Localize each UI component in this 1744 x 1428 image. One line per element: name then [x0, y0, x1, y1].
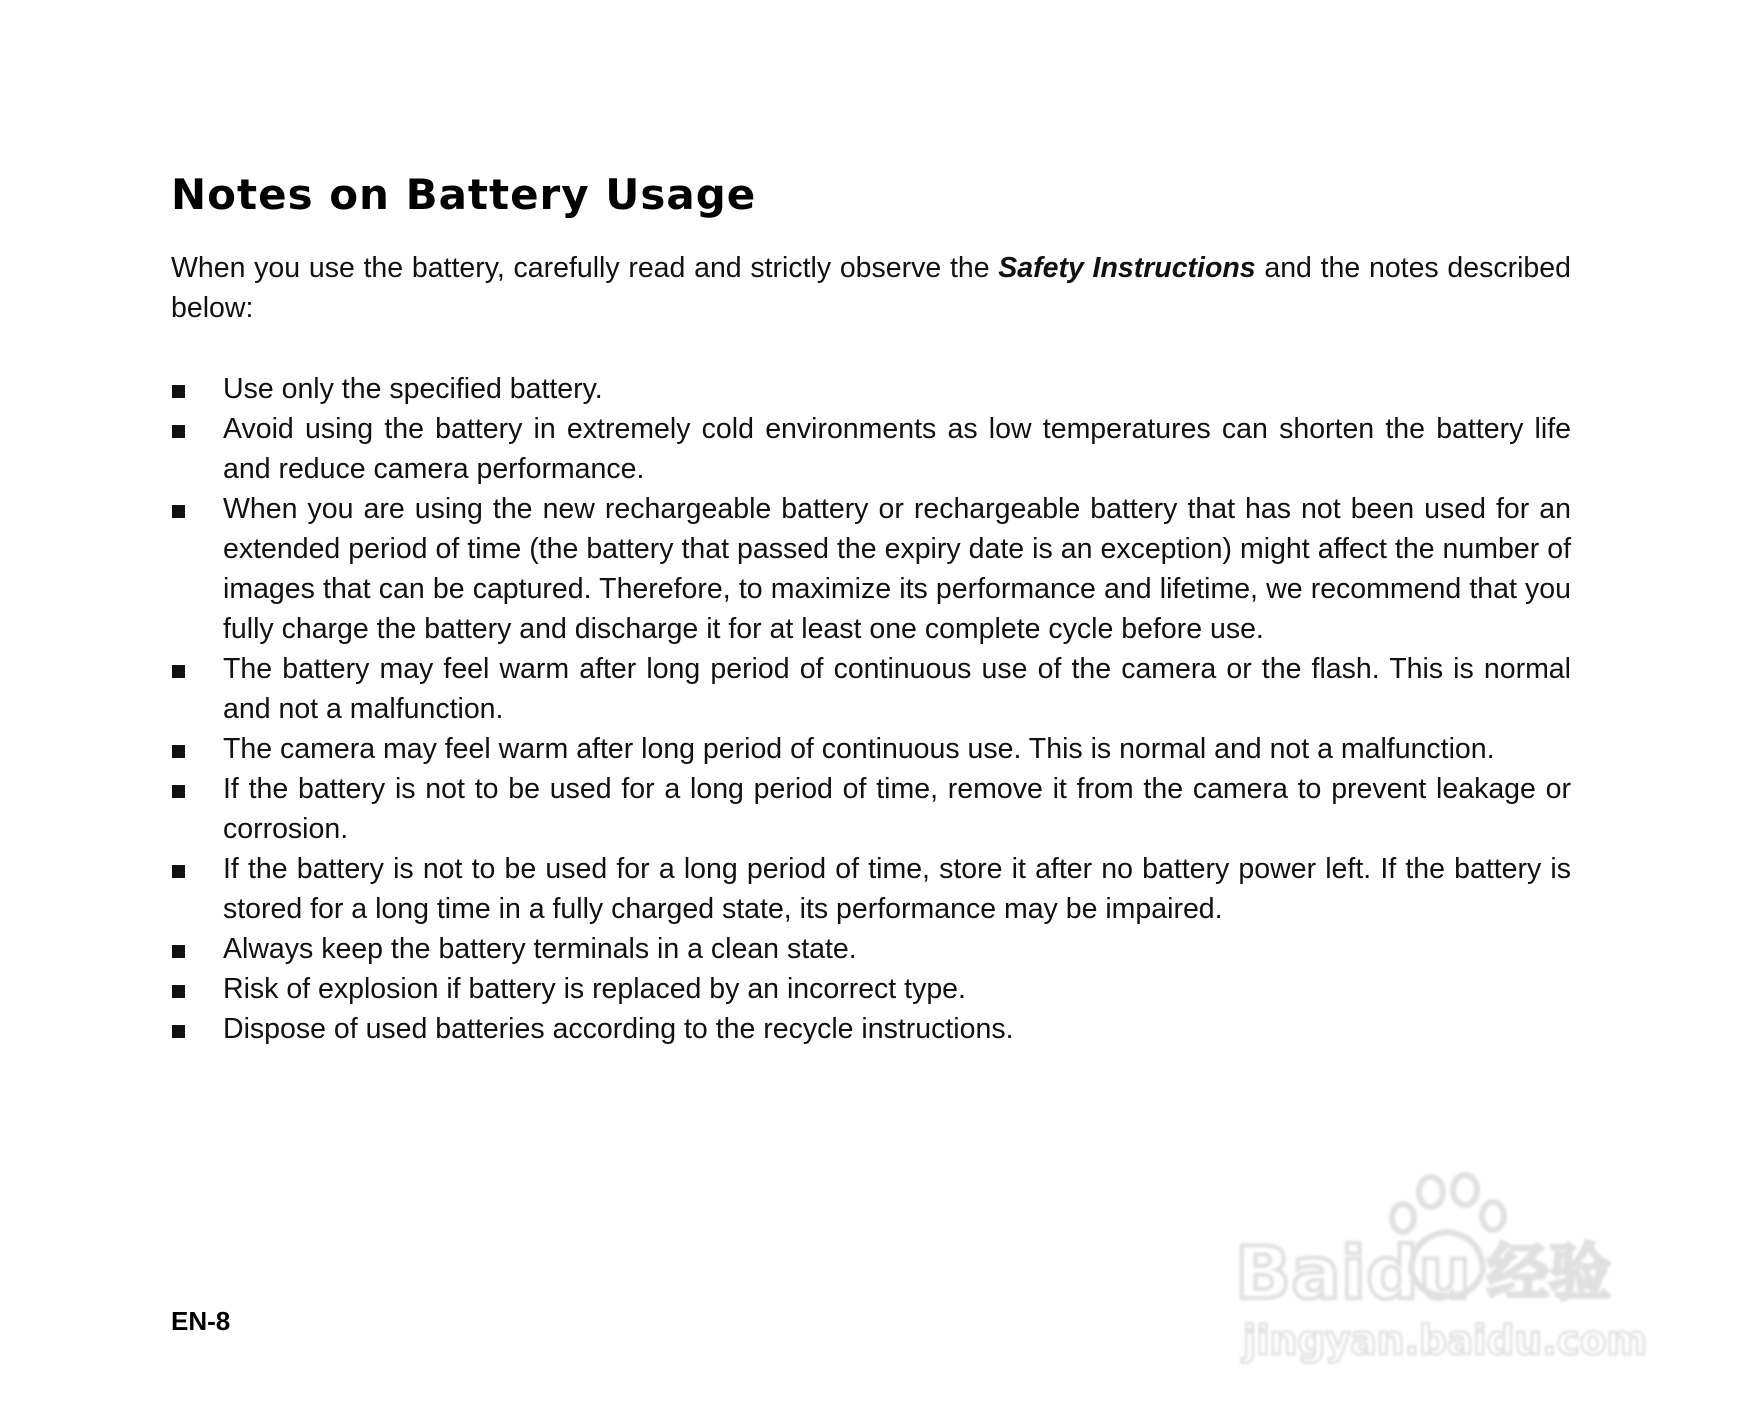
note-text: Avoid using the battery in extremely cold environments as low temperatures can shorten the battery life and reduce camera performance. — [223, 413, 1571, 485]
list-item — [171, 929, 1571, 969]
list-item — [171, 409, 1571, 489]
note-text: Risk of explosion if battery is replaced by an incorrect type. — [223, 973, 966, 1005]
note-text: The camera may feel warm after long period of continuous use. This is normal and not a malfunction. — [223, 733, 1495, 765]
square-bullet-icon — [172, 985, 185, 998]
note-text: If the battery is not to be used for a long period of time, store it after no battery power left. If the battery is stored for a long time in a fully charged state, its performance may be impaired. — [223, 853, 1571, 925]
note-text: Always keep the battery terminals in a clean state. — [223, 933, 857, 965]
note-text: If the battery is not to be used for a long period of time, remove it from the camera to prevent leakage or corrosion. — [223, 773, 1571, 845]
battery-notes-list — [171, 369, 1571, 1049]
square-bullet-icon — [172, 385, 185, 398]
list-item — [171, 1009, 1571, 1049]
list-item — [171, 649, 1571, 729]
square-bullet-icon — [172, 425, 185, 438]
note-text: When you are using the new rechargeable battery or rechargeable battery that has not been used for an extended period of time (the battery that passed the expiry date is an exception) might affect the number of images that can be captured. Therefore, to maximize its performance and lifetime, we recommend that you fully charge the battery and discharge it for at least one complete cycle before use. — [223, 493, 1571, 645]
list-item — [171, 849, 1571, 929]
list-item — [171, 369, 1571, 409]
safety-instructions-emphasis: Safety Instructions — [998, 252, 1256, 284]
note-text: The battery may feel warm after long period of continuous use of the camera or the flash. This is normal and not a malfunction. — [223, 653, 1571, 725]
square-bullet-icon — [172, 665, 185, 678]
intro-text-after: and the notes described below: — [171, 252, 1571, 324]
intro-paragraph — [171, 248, 1571, 328]
list-item — [171, 489, 1571, 649]
square-bullet-icon — [172, 865, 185, 878]
watermark-brand-cn: 经验 — [1487, 1236, 1612, 1309]
page-number: EN-8 — [171, 1306, 231, 1336]
watermark-brand: Baidu — [1235, 1231, 1471, 1315]
list-item — [171, 969, 1571, 1009]
intro-text-before: When you use the battery, carefully read and strictly observe the — [171, 252, 999, 284]
note-text: Use only the specified battery. — [223, 373, 603, 405]
square-bullet-icon — [172, 745, 185, 758]
note-text: Dispose of used batteries according to the recycle instructions. — [223, 1013, 1014, 1045]
square-bullet-icon — [172, 945, 185, 958]
square-bullet-icon — [172, 785, 185, 798]
list-item — [171, 769, 1571, 849]
watermark-url: jingyan.baidu.com — [1241, 1318, 1647, 1364]
list-item — [171, 729, 1571, 769]
square-bullet-icon — [172, 1025, 185, 1038]
square-bullet-icon — [172, 505, 185, 518]
baidu-jingyan-watermark — [1235, 1170, 1655, 1370]
page-title: Notes on Battery Usage — [171, 170, 757, 219]
